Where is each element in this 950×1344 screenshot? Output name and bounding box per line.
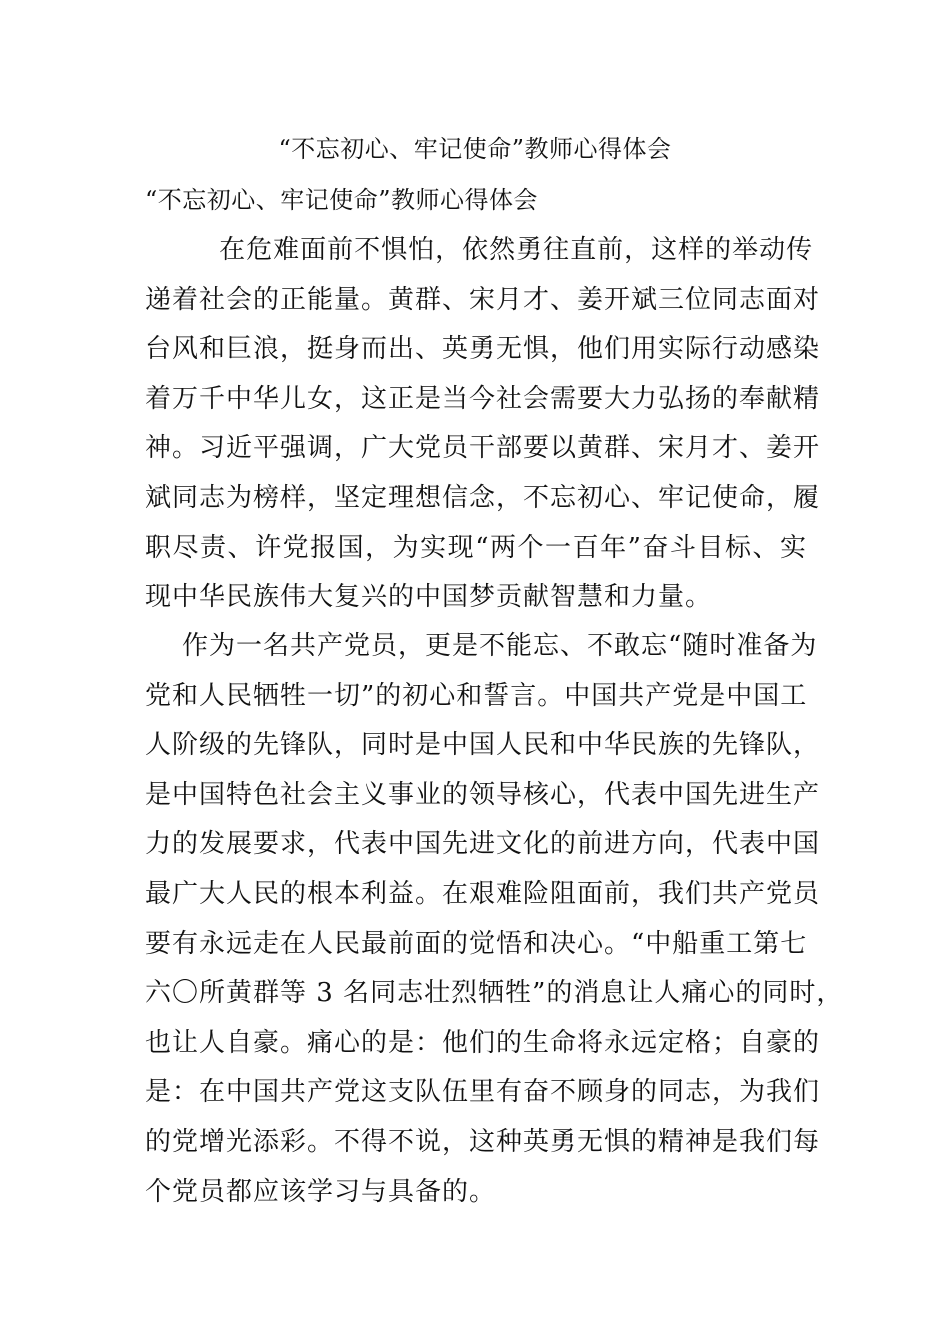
paragraph-line: 递着社会的正能量。黄群、宋月才、姜开斌三位同志面对 bbox=[145, 284, 821, 315]
paragraph-line: 现中华民族伟大复兴的中国梦贡献智慧和力量。 bbox=[145, 582, 713, 613]
paragraph-line: 斌同志为榜样，坚定理想信念，不忘初心、牢记使命，履 bbox=[145, 482, 821, 513]
paragraph-line: 六〇所黄群等 3 名同志壮烈牺牲”的消息让人痛心的同时， bbox=[145, 978, 844, 1009]
document-subtitle: “不忘初心、牢记使命”教师心得体会 bbox=[145, 186, 539, 214]
paragraph-1 bbox=[145, 226, 821, 623]
document-title: “不忘初心、牢记使命”教师心得体会 bbox=[278, 135, 672, 163]
paragraph-line: 台风和巨浪，挺身而出、英勇无惧，他们用实际行动感染 bbox=[145, 334, 821, 365]
paragraph-line: 神。习近平强调，广大党员干部要以黄群、宋月才、姜开 bbox=[145, 433, 821, 464]
paragraph-line: 人阶级的先锋队，同时是中国人民和中华民族的先锋队， bbox=[145, 730, 821, 761]
paragraph-line: 是：在中国共产党这支队伍里有奋不顾身的同志，为我们 bbox=[145, 1077, 821, 1108]
paragraph-line: 要有永远走在人民最前面的觉悟和决心。“中船重工第七 bbox=[145, 928, 808, 959]
paragraph-line: 作为一名共产党员，更是不能忘、不敢忘“随时准备为 bbox=[145, 631, 818, 661]
paragraph-line: 是中国特色社会主义事业的领导核心，代表中国先进生产 bbox=[145, 779, 821, 810]
paragraph-line: 的党增光添彩。不得不说，这种英勇无惧的精神是我们每 bbox=[145, 1126, 821, 1157]
paragraph-2 bbox=[145, 622, 844, 1217]
paragraph-line: 最广大人民的根本利益。在艰难险阻面前，我们共产党员 bbox=[145, 878, 821, 909]
paragraph-line: 职尽责、许党报国，为实现“两个一百年”奋斗目标、实 bbox=[145, 532, 807, 563]
paragraph-line: 力的发展要求，代表中国先进文化的前进方向，代表中国 bbox=[145, 829, 821, 860]
paragraph-line: 党和人民牺牲一切”的初心和誓言。中国共产党是中国工 bbox=[145, 680, 808, 711]
paragraph-line: 着万千中华儿女，这正是当今社会需要大力弘扬的奉献精 bbox=[145, 383, 821, 414]
paragraph-line: 也让人自豪。痛心的是：他们的生命将永远定格；自豪的 bbox=[145, 1027, 821, 1058]
paragraph-line: 在危难面前不惧怕，依然勇往直前，这样的举动传 bbox=[145, 235, 814, 265]
paragraph-line: 个党员都应该学习与具备的。 bbox=[145, 1176, 497, 1207]
